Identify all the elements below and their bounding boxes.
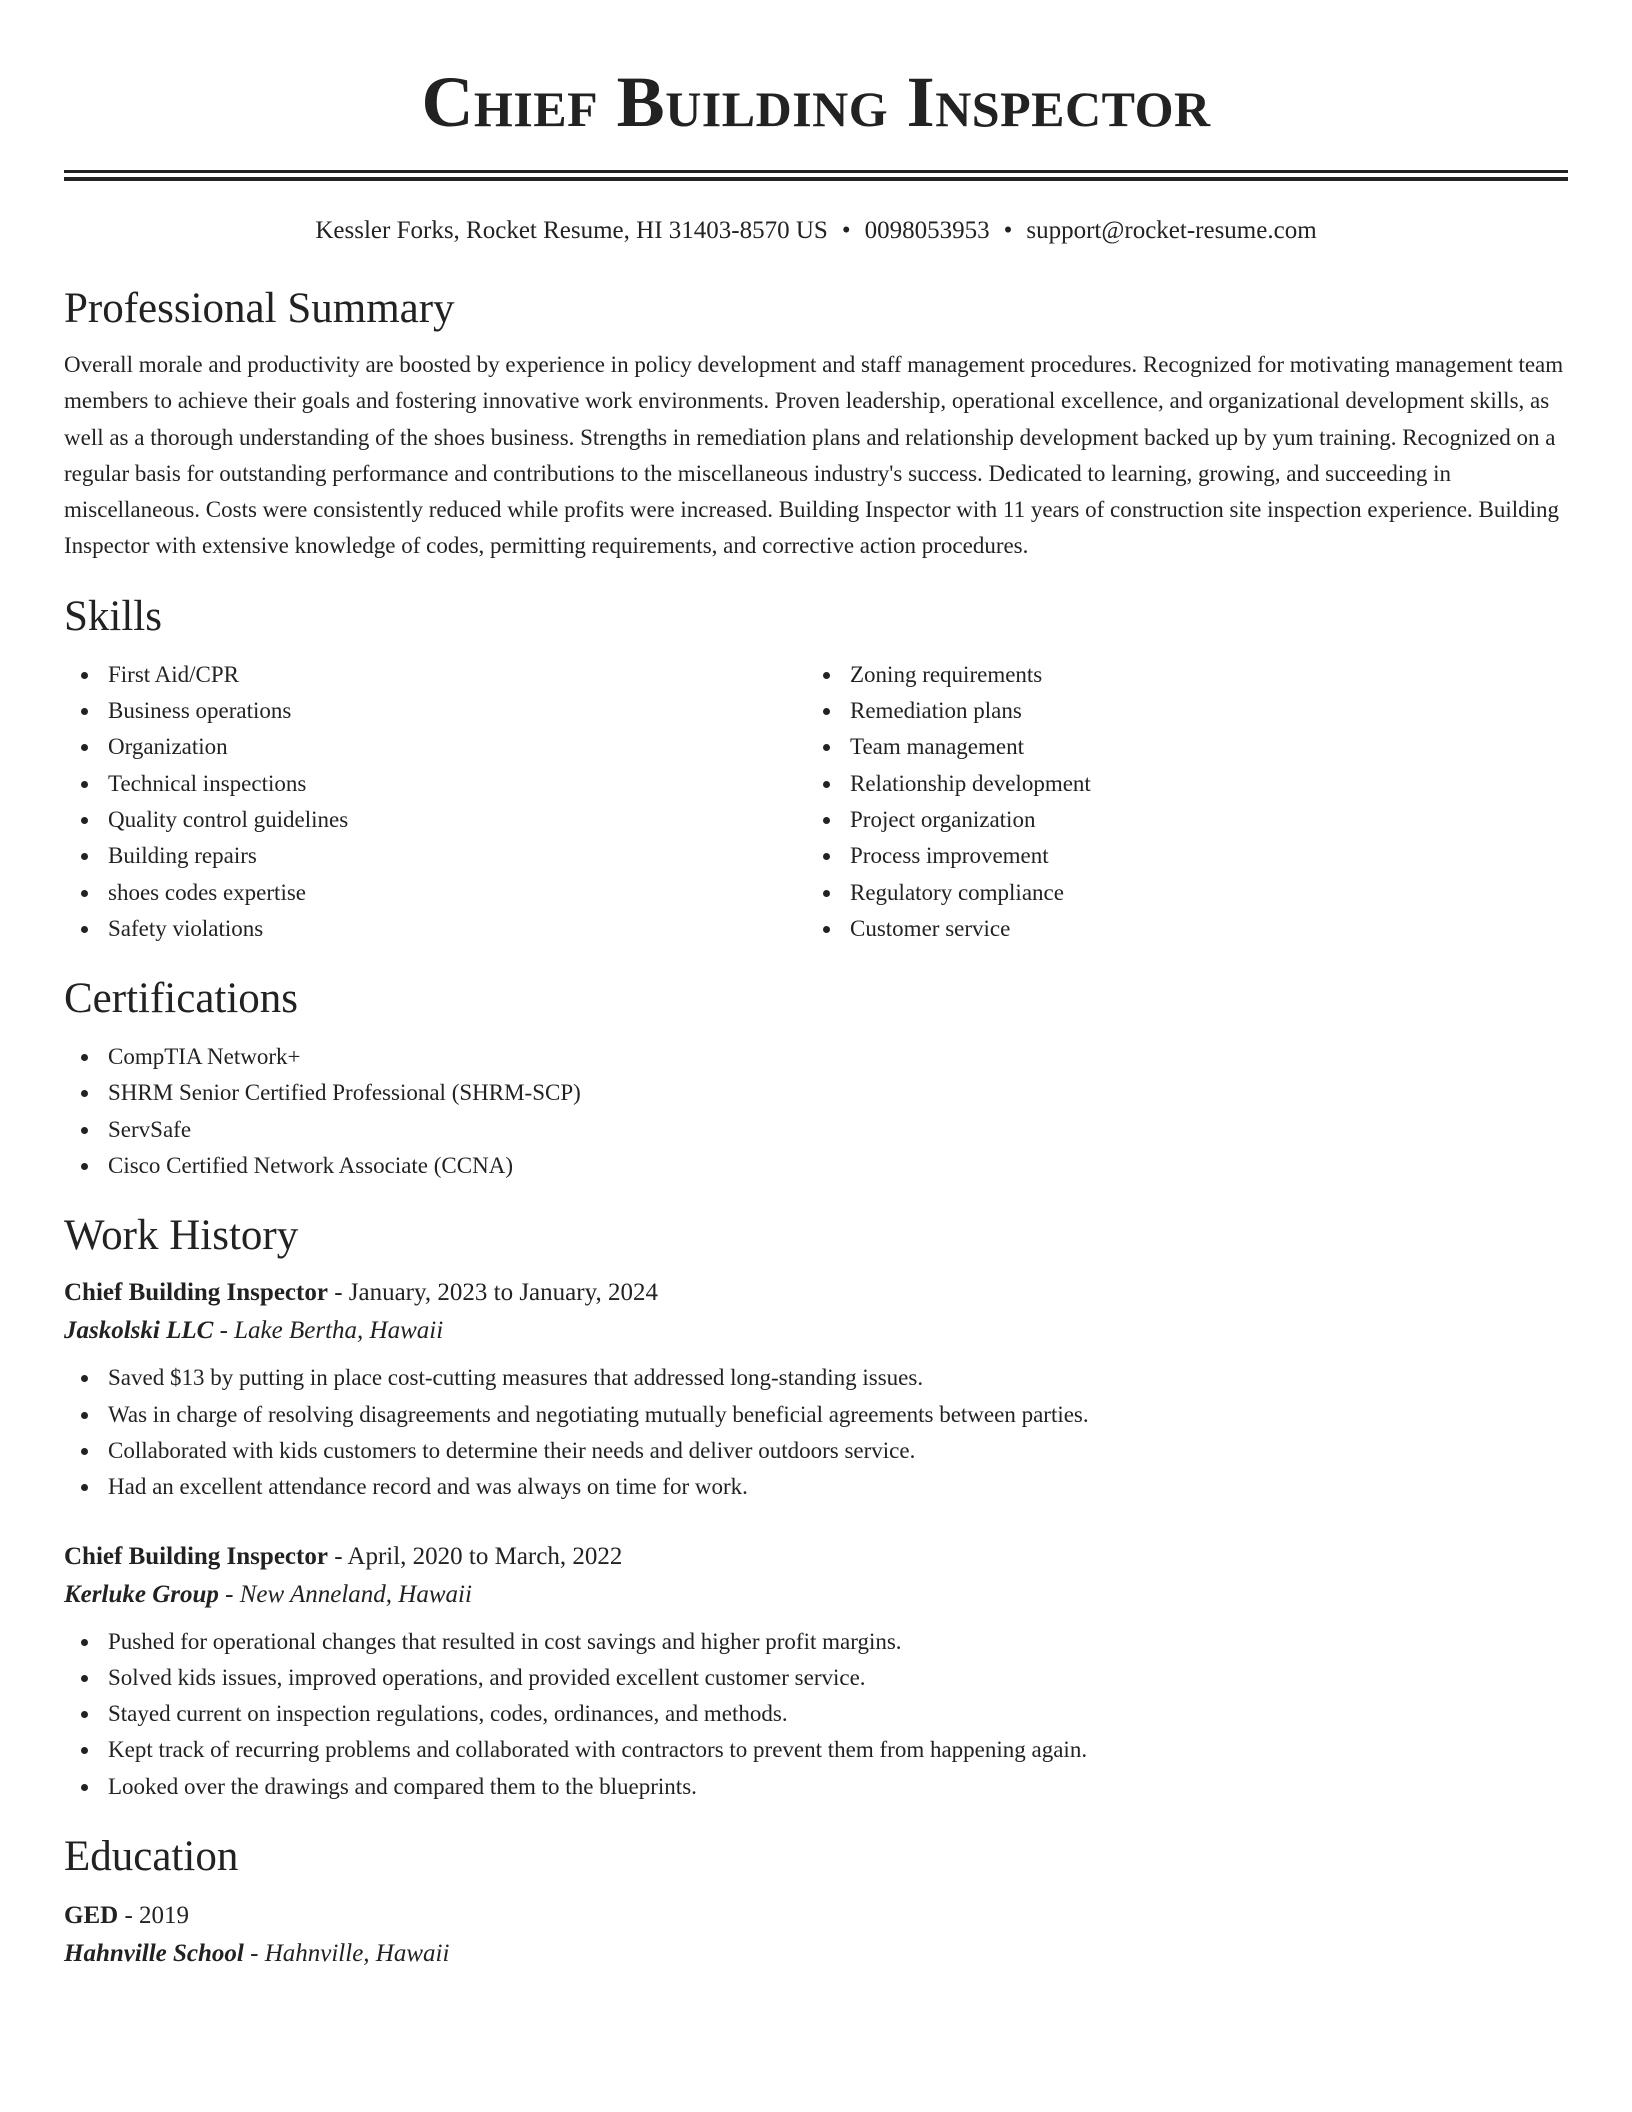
certification-item: CompTIA Network+ — [64, 1039, 1568, 1075]
contact-email: support@rocket-resume.com — [1026, 217, 1317, 244]
job-entry — [64, 1538, 1568, 1805]
education-heading: Education — [64, 1833, 239, 1881]
job-duty-item: Kept track of recurring problems and collaborated with contractors to prevent them from happening again. — [64, 1732, 1568, 1768]
contact-phone: 0098053953 — [864, 217, 990, 244]
work-history-heading: Work History — [64, 1212, 299, 1260]
skill-item: shoes codes expertise — [64, 875, 806, 911]
skill-item: First Aid/CPR — [64, 657, 806, 693]
education-section — [64, 1831, 1568, 1973]
contact-separator: • — [841, 217, 851, 244]
job-company-line — [64, 1576, 1568, 1614]
skills-grid — [64, 657, 1568, 947]
skill-item: Team management — [806, 729, 1548, 765]
skill-item: Remediation plans — [806, 693, 1548, 729]
summary-section — [64, 283, 1568, 565]
job-duty-item: Saved $13 by putting in place cost-cutting measures that addressed long-standing issues. — [64, 1360, 1568, 1396]
education-school: Hahnville School — [64, 1940, 244, 1968]
work-history-section — [64, 1210, 1568, 1805]
skill-item: Business operations — [64, 693, 806, 729]
job-company-line — [64, 1312, 1568, 1350]
job-duties-list — [64, 1360, 1568, 1505]
summary-heading: Professional Summary — [64, 285, 455, 332]
education-degree: GED — [64, 1902, 119, 1930]
skill-item: Building repairs — [64, 838, 806, 874]
skills-list-left — [64, 657, 806, 947]
contact-separator: • — [1003, 217, 1013, 244]
job-duty-item: Pushed for operational changes that resulted in cost savings and higher profit margins. — [64, 1624, 1568, 1660]
summary-text: Overall morale and productivity are boosted by experience in policy development and staff management procedures. Recognized for motivating management team members to achieve their goals and fostering innovative work environments. Proven leadership, operational excellence, and organizational development skills, as well as a thorough understanding of the shoes business. Strengths in remediation plans and relationship development backed up by yum training. Recognized on a regular basis for outstanding performance and contributions to the miscellaneous industry's success. Dedicated to learning, growing, and succeeding in miscellaneous. Costs were consistently reduced while profits were increased. Building Inspector with 11 years of construction site inspection experience. Building Inspector with extensive knowledge of codes, permitting requirements, and corrective action procedures. — [64, 352, 1564, 559]
skill-item: Safety violations — [64, 911, 806, 947]
skill-item: Process improvement — [806, 838, 1548, 874]
skill-item: Relationship development — [806, 766, 1548, 802]
certification-item: ServSafe — [64, 1112, 1568, 1148]
job-duty-item: Had an excellent attendance record and was always on time for work. — [64, 1469, 1568, 1505]
job-dates: - January, 2023 to January, 2024 — [327, 1279, 658, 1307]
title-double-rule — [64, 170, 1568, 181]
skill-item: Customer service — [806, 911, 1548, 947]
contact-line — [64, 215, 1568, 247]
education-school-line — [64, 1935, 1568, 1973]
job-duty-item: Looked over the drawings and compared them to the blueprints. — [64, 1769, 1568, 1805]
job-location: - New Anneland, Hawaii — [218, 1580, 472, 1608]
skill-item: Organization — [64, 729, 806, 765]
skills-list-right — [806, 657, 1548, 947]
job-duty-item: Was in charge of resolving disagreements and negotiating mutually beneficial agreements between parties. — [64, 1397, 1568, 1433]
certifications-list — [64, 1039, 1568, 1184]
education-year: - 2019 — [118, 1902, 190, 1930]
certifications-heading: Certifications — [64, 975, 299, 1023]
certifications-section — [64, 973, 1568, 1184]
job-entry — [64, 1274, 1568, 1505]
education-entry — [64, 1897, 1568, 1973]
skills-heading: Skills — [64, 592, 162, 640]
skill-item: Technical inspections — [64, 766, 806, 802]
job-location: - Lake Bertha, Hawaii — [213, 1317, 444, 1345]
contact-address: Kessler Forks, Rocket Resume, HI 31403-8570 US — [315, 217, 828, 244]
job-title: Chief Building Inspector — [64, 1542, 328, 1570]
skill-item: Regulatory compliance — [806, 875, 1548, 911]
job-company: Kerluke Group — [64, 1580, 219, 1608]
job-company: Jaskolski LLC — [64, 1317, 214, 1345]
job-duty-item: Collaborated with kids customers to determine their needs and deliver outdoors service. — [64, 1433, 1568, 1469]
certification-item: Cisco Certified Network Associate (CCNA) — [64, 1148, 1568, 1184]
job-dates: - April, 2020 to March, 2022 — [327, 1542, 623, 1570]
job-title-line — [64, 1538, 1568, 1576]
education-degree-line — [64, 1897, 1568, 1935]
skill-item: Zoning requirements — [806, 657, 1548, 693]
skills-section — [64, 591, 1568, 947]
job-duties-list — [64, 1624, 1568, 1805]
job-duty-item: Solved kids issues, improved operations, and provided excellent customer service. — [64, 1660, 1568, 1696]
skill-item: Project organization — [806, 802, 1548, 838]
job-duty-item: Stayed current on inspection regulations, codes, ordinances, and methods. — [64, 1696, 1568, 1732]
certification-item: SHRM Senior Certified Professional (SHRM-SCP) — [64, 1075, 1568, 1111]
skill-item: Quality control guidelines — [64, 802, 806, 838]
job-title: Chief Building Inspector — [64, 1279, 328, 1307]
education-location: - Hahnville, Hawaii — [243, 1940, 450, 1968]
resume-title: Chief Building Inspector — [421, 62, 1211, 142]
job-title-line — [64, 1274, 1568, 1312]
